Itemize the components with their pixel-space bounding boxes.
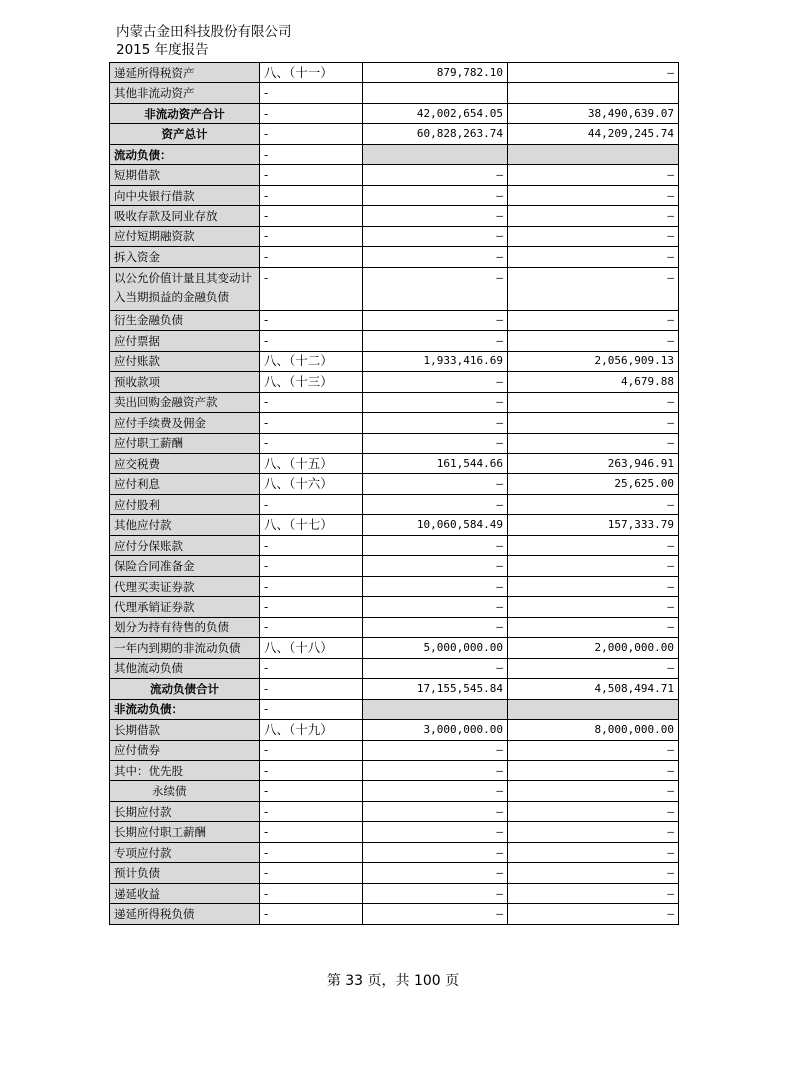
row-item-label: 非流动负债：	[110, 699, 260, 719]
row-current-amount: –	[363, 801, 508, 821]
row-previous-amount: 2,056,909.13	[508, 351, 679, 371]
row-note-ref: 八、（十七）	[260, 515, 363, 535]
table-row	[110, 124, 679, 144]
row-previous-amount: –	[508, 658, 679, 678]
table-row	[110, 761, 679, 781]
table-row	[110, 904, 679, 924]
row-previous-amount: –	[508, 63, 679, 83]
row-current-amount: –	[363, 474, 508, 494]
row-previous-amount: –	[508, 576, 679, 596]
row-item-label: 专项应付款	[110, 842, 260, 862]
row-note-ref: -	[260, 863, 363, 883]
row-note-ref: -	[260, 226, 363, 246]
row-current-amount: –	[363, 247, 508, 267]
row-previous-amount: –	[508, 535, 679, 555]
row-note-ref: -	[260, 699, 363, 719]
row-previous-amount	[508, 83, 679, 103]
row-previous-amount: –	[508, 597, 679, 617]
row-previous-amount: –	[508, 883, 679, 903]
row-item-label: 流动负债：	[110, 144, 260, 164]
table-row	[110, 515, 679, 535]
row-item-label: 应付利息	[110, 474, 260, 494]
row-note-ref: -	[260, 433, 363, 453]
table-row	[110, 597, 679, 617]
row-item-label: 保险合同准备金	[110, 556, 260, 576]
row-current-amount: –	[363, 535, 508, 555]
table-row	[110, 474, 679, 494]
row-current-amount: 10,060,584.49	[363, 515, 508, 535]
row-item-label: 拆入资金	[110, 247, 260, 267]
row-note-ref: -	[260, 679, 363, 699]
table-row	[110, 556, 679, 576]
table-row	[110, 453, 679, 473]
row-current-amount: –	[363, 372, 508, 392]
row-item-label: 预计负债	[110, 863, 260, 883]
row-note-ref: 八、（十五）	[260, 453, 363, 473]
table-row	[110, 310, 679, 330]
row-item-label: 代理买卖证券款	[110, 576, 260, 596]
table-row	[110, 781, 679, 801]
row-item-label: 代理承销证券款	[110, 597, 260, 617]
row-item-label: 永续债	[110, 781, 260, 801]
table-row	[110, 863, 679, 883]
row-item-label: 应付票据	[110, 331, 260, 351]
row-item-label: 应付债券	[110, 740, 260, 760]
row-note-ref: 八、（十八）	[260, 638, 363, 658]
row-note-ref: -	[260, 206, 363, 226]
row-current-amount: 1,933,416.69	[363, 351, 508, 371]
row-current-amount: –	[363, 226, 508, 246]
table-row	[110, 331, 679, 351]
table-row	[110, 617, 679, 637]
row-previous-amount: –	[508, 310, 679, 330]
row-item-label: 递延收益	[110, 883, 260, 903]
row-previous-amount: 8,000,000.00	[508, 720, 679, 740]
row-item-label: 一年内到期的非流动负债	[110, 638, 260, 658]
row-previous-amount: –	[508, 226, 679, 246]
row-current-amount: 161,544.66	[363, 453, 508, 473]
row-note-ref: -	[260, 494, 363, 514]
row-note-ref: -	[260, 165, 363, 185]
row-note-ref: -	[260, 535, 363, 555]
row-previous-amount: –	[508, 433, 679, 453]
row-current-amount	[363, 83, 508, 103]
row-note-ref: -	[260, 883, 363, 903]
row-item-label: 其他应付款	[110, 515, 260, 535]
row-current-amount: 42,002,654.05	[363, 103, 508, 123]
row-current-amount: –	[363, 822, 508, 842]
row-note-ref: -	[260, 781, 363, 801]
row-note-ref: -	[260, 331, 363, 351]
row-current-amount: –	[363, 392, 508, 412]
row-current-amount: –	[363, 597, 508, 617]
row-item-label: 其他流动负债	[110, 658, 260, 678]
row-item-label: 以公允价值计量且其变动计入当期损益的金融负债	[110, 267, 260, 310]
row-current-amount: –	[363, 658, 508, 678]
balance-sheet-table	[109, 62, 679, 925]
row-current-amount: –	[363, 883, 508, 903]
table-row	[110, 372, 679, 392]
row-item-label: 应付短期融资款	[110, 226, 260, 246]
row-note-ref: -	[260, 617, 363, 637]
row-note-ref: 八、（十九）	[260, 720, 363, 740]
row-previous-amount: –	[508, 617, 679, 637]
row-current-amount: –	[363, 433, 508, 453]
row-note-ref: -	[260, 247, 363, 267]
row-current-amount: –	[363, 206, 508, 226]
row-item-label: 长期借款	[110, 720, 260, 740]
row-previous-amount: –	[508, 822, 679, 842]
row-current-amount: –	[363, 331, 508, 351]
row-previous-amount: –	[508, 206, 679, 226]
table-row	[110, 351, 679, 371]
row-previous-amount: –	[508, 761, 679, 781]
table-row	[110, 433, 679, 453]
row-previous-amount: –	[508, 267, 679, 310]
table-row	[110, 63, 679, 83]
row-item-label: 非流动资产合计	[110, 103, 260, 123]
row-current-amount: –	[363, 781, 508, 801]
row-note-ref: -	[260, 413, 363, 433]
row-previous-amount: –	[508, 842, 679, 862]
table-row	[110, 494, 679, 514]
table-row	[110, 658, 679, 678]
row-previous-amount: –	[508, 904, 679, 924]
row-current-amount: 17,155,545.84	[363, 679, 508, 699]
report-title: 2015 年度报告	[116, 42, 209, 58]
table-row	[110, 883, 679, 903]
row-current-amount: –	[363, 863, 508, 883]
row-current-amount	[363, 144, 508, 164]
row-current-amount: –	[363, 842, 508, 862]
row-current-amount: –	[363, 310, 508, 330]
row-previous-amount: –	[508, 781, 679, 801]
row-note-ref: -	[260, 904, 363, 924]
row-note-ref: -	[260, 556, 363, 576]
row-previous-amount: –	[508, 392, 679, 412]
row-previous-amount: 263,946.91	[508, 453, 679, 473]
row-note-ref: -	[260, 576, 363, 596]
row-item-label: 应付分保账款	[110, 535, 260, 555]
table-row	[110, 699, 679, 719]
row-item-label: 划分为持有待售的负债	[110, 617, 260, 637]
table-row	[110, 842, 679, 862]
table-row	[110, 576, 679, 596]
row-note-ref: -	[260, 144, 363, 164]
row-item-label: 吸收存款及同业存放	[110, 206, 260, 226]
row-note-ref: -	[260, 83, 363, 103]
row-item-label: 向中央银行借款	[110, 185, 260, 205]
row-previous-amount: 4,508,494.71	[508, 679, 679, 699]
row-item-label: 流动负债合计	[110, 679, 260, 699]
row-previous-amount: –	[508, 413, 679, 433]
row-previous-amount: 44,209,245.74	[508, 124, 679, 144]
row-current-amount: –	[363, 165, 508, 185]
row-current-amount: –	[363, 617, 508, 637]
company-name: 内蒙古金田科技股份有限公司	[116, 24, 292, 40]
row-current-amount: –	[363, 904, 508, 924]
row-current-amount: –	[363, 576, 508, 596]
row-note-ref: -	[260, 822, 363, 842]
row-current-amount: –	[363, 413, 508, 433]
table-row	[110, 165, 679, 185]
row-note-ref: 八、（十六）	[260, 474, 363, 494]
row-current-amount: 60,828,263.74	[363, 124, 508, 144]
row-previous-amount: 157,333.79	[508, 515, 679, 535]
table-row	[110, 267, 679, 310]
row-previous-amount: –	[508, 494, 679, 514]
row-note-ref: 八、（十一）	[260, 63, 363, 83]
row-note-ref: -	[260, 740, 363, 760]
table-row	[110, 638, 679, 658]
row-item-label: 应付手续费及佣金	[110, 413, 260, 433]
row-previous-amount: –	[508, 863, 679, 883]
row-item-label: 资产总计	[110, 124, 260, 144]
row-previous-amount: –	[508, 165, 679, 185]
row-current-amount: –	[363, 267, 508, 310]
row-current-amount	[363, 699, 508, 719]
row-previous-amount: 4,679.88	[508, 372, 679, 392]
table-row	[110, 206, 679, 226]
row-item-label: 衍生金融负债	[110, 310, 260, 330]
row-previous-amount: –	[508, 801, 679, 821]
row-item-label: 其他非流动资产	[110, 83, 260, 103]
row-current-amount: –	[363, 761, 508, 781]
row-previous-amount: 38,490,639.07	[508, 103, 679, 123]
table-row	[110, 226, 679, 246]
row-item-label: 卖出回购金融资产款	[110, 392, 260, 412]
table-row	[110, 144, 679, 164]
row-note-ref: -	[260, 658, 363, 678]
row-note-ref: -	[260, 392, 363, 412]
row-current-amount: 879,782.10	[363, 63, 508, 83]
row-note-ref: -	[260, 310, 363, 330]
row-note-ref: 八、（十二）	[260, 351, 363, 371]
row-previous-amount: 2,000,000.00	[508, 638, 679, 658]
table-row	[110, 740, 679, 760]
page-number: 第 33 页，共 100 页	[326, 973, 460, 989]
row-current-amount: –	[363, 494, 508, 514]
row-current-amount: –	[363, 185, 508, 205]
table-row	[110, 83, 679, 103]
row-previous-amount: –	[508, 185, 679, 205]
table-row	[110, 413, 679, 433]
row-item-label: 长期应付职工薪酬	[110, 822, 260, 842]
table-row	[110, 185, 679, 205]
balance-sheet-body	[110, 63, 679, 925]
row-previous-amount: –	[508, 331, 679, 351]
row-current-amount: 5,000,000.00	[363, 638, 508, 658]
row-note-ref: 八、（十三）	[260, 372, 363, 392]
table-row	[110, 535, 679, 555]
row-previous-amount	[508, 699, 679, 719]
row-item-label: 短期借款	[110, 165, 260, 185]
row-current-amount: –	[363, 556, 508, 576]
table-row	[110, 103, 679, 123]
row-item-label: 应付股利	[110, 494, 260, 514]
row-note-ref: -	[260, 597, 363, 617]
row-item-label: 递延所得税负债	[110, 904, 260, 924]
row-item-label: 递延所得税资产	[110, 63, 260, 83]
table-row	[110, 679, 679, 699]
row-item-label: 长期应付款	[110, 801, 260, 821]
row-item-label: 应付职工薪酬	[110, 433, 260, 453]
row-previous-amount	[508, 144, 679, 164]
table-row	[110, 720, 679, 740]
table-row	[110, 822, 679, 842]
row-item-label: 其中：优先股	[110, 761, 260, 781]
row-item-label: 应付账款	[110, 351, 260, 371]
row-previous-amount: –	[508, 247, 679, 267]
row-note-ref: -	[260, 103, 363, 123]
row-item-label: 预收款项	[110, 372, 260, 392]
row-note-ref: -	[260, 761, 363, 781]
row-note-ref: -	[260, 124, 363, 144]
table-row	[110, 392, 679, 412]
table-row	[110, 247, 679, 267]
row-previous-amount: –	[508, 556, 679, 576]
row-note-ref: -	[260, 801, 363, 821]
row-current-amount: 3,000,000.00	[363, 720, 508, 740]
row-note-ref: -	[260, 842, 363, 862]
row-current-amount: –	[363, 740, 508, 760]
row-item-label: 应交税费	[110, 453, 260, 473]
row-note-ref: -	[260, 267, 363, 310]
row-previous-amount: –	[508, 740, 679, 760]
row-previous-amount: 25,625.00	[508, 474, 679, 494]
table-row	[110, 801, 679, 821]
row-note-ref: -	[260, 185, 363, 205]
